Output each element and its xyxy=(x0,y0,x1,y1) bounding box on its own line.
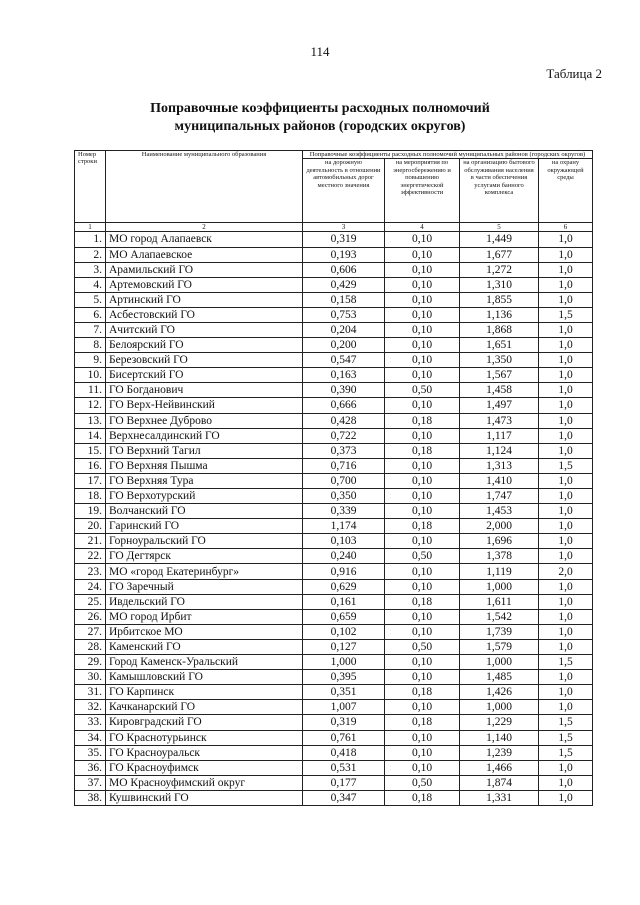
row-number-cell: 29. xyxy=(75,655,106,670)
row-number-cell: 30. xyxy=(75,670,106,685)
row-number-cell: 26. xyxy=(75,609,106,624)
table-row xyxy=(75,715,593,730)
bath-coefficient-cell: 1,119 xyxy=(460,564,539,579)
bath-coefficient-cell: 1,855 xyxy=(460,292,539,307)
road-coefficient-cell: 1,000 xyxy=(303,655,385,670)
energy-coefficient-cell: 0,10 xyxy=(385,292,460,307)
environment-coefficient-cell: 1,0 xyxy=(539,760,593,775)
road-coefficient-cell: 0,319 xyxy=(303,715,385,730)
energy-coefficient-cell: 0,10 xyxy=(385,368,460,383)
environment-coefficient-cell: 1,0 xyxy=(539,790,593,805)
document-title xyxy=(0,100,640,136)
environment-coefficient-cell: 2,0 xyxy=(539,564,593,579)
road-coefficient-cell: 0,395 xyxy=(303,670,385,685)
environment-coefficient-cell: 1,5 xyxy=(539,715,593,730)
bath-coefficient-cell: 1,350 xyxy=(460,353,539,368)
road-coefficient-cell: 0,240 xyxy=(303,549,385,564)
energy-coefficient-cell: 0,18 xyxy=(385,715,460,730)
row-number-cell: 31. xyxy=(75,685,106,700)
municipality-name-cell: Бисертский ГО xyxy=(106,368,303,383)
energy-coefficient-cell: 0,10 xyxy=(385,338,460,353)
energy-coefficient-cell: 0,10 xyxy=(385,730,460,745)
table-row xyxy=(75,549,593,564)
bath-coefficient-cell: 1,651 xyxy=(460,338,539,353)
table-row xyxy=(75,609,593,624)
bath-coefficient-cell: 1,542 xyxy=(460,609,539,624)
road-coefficient-cell: 0,418 xyxy=(303,745,385,760)
table-row xyxy=(75,473,593,488)
bath-coefficient-cell: 1,000 xyxy=(460,655,539,670)
row-number-cell: 12. xyxy=(75,398,106,413)
environment-coefficient-cell: 1,0 xyxy=(539,639,593,654)
title-line-1: Поправочные коэффициенты расходных полномочий xyxy=(150,101,490,116)
bath-coefficient-cell: 1,239 xyxy=(460,745,539,760)
road-coefficient-cell: 0,373 xyxy=(303,443,385,458)
municipality-name-cell: Камышловский ГО xyxy=(106,670,303,685)
energy-coefficient-cell: 0,10 xyxy=(385,262,460,277)
bath-coefficient-cell: 1,000 xyxy=(460,579,539,594)
row-number-cell: 28. xyxy=(75,639,106,654)
column-numbers-row xyxy=(75,223,593,232)
road-coefficient-cell: 0,716 xyxy=(303,458,385,473)
header-energy-saving: на мероприятия по энергосбережению и повышению энергетической эффективности xyxy=(385,159,460,223)
energy-coefficient-cell: 0,10 xyxy=(385,473,460,488)
bath-coefficient-cell: 1,747 xyxy=(460,489,539,504)
row-number-cell: 22. xyxy=(75,549,106,564)
table-row xyxy=(75,413,593,428)
environment-coefficient-cell: 1,5 xyxy=(539,458,593,473)
environment-coefficient-cell: 1,0 xyxy=(539,353,593,368)
energy-coefficient-cell: 0,10 xyxy=(385,398,460,413)
municipality-name-cell: Ирбитское МО xyxy=(106,624,303,639)
road-coefficient-cell: 0,429 xyxy=(303,277,385,292)
road-coefficient-cell: 0,659 xyxy=(303,609,385,624)
table-row xyxy=(75,458,593,473)
header-row-1 xyxy=(75,151,593,159)
energy-coefficient-cell: 0,10 xyxy=(385,307,460,322)
row-number-cell: 5. xyxy=(75,292,106,307)
environment-coefficient-cell: 1,0 xyxy=(539,232,593,247)
row-number-cell: 32. xyxy=(75,700,106,715)
bath-coefficient-cell: 1,453 xyxy=(460,504,539,519)
environment-coefficient-cell: 1,0 xyxy=(539,322,593,337)
table-row xyxy=(75,489,593,504)
bath-coefficient-cell: 1,696 xyxy=(460,534,539,549)
bath-coefficient-cell: 1,117 xyxy=(460,428,539,443)
table-label: Таблица 2 xyxy=(546,66,602,81)
road-coefficient-cell: 0,163 xyxy=(303,368,385,383)
energy-coefficient-cell: 0,10 xyxy=(385,277,460,292)
header-coefficients-group: Поправочные коэффициенты расходных полномочий муниципальных районов (городских округов) xyxy=(303,151,593,159)
energy-coefficient-cell: 0,10 xyxy=(385,534,460,549)
row-number-cell: 8. xyxy=(75,338,106,353)
title-line-2: муниципальных районов (городских округов) xyxy=(174,119,466,134)
environment-coefficient-cell: 1,0 xyxy=(539,489,593,504)
road-coefficient-cell: 1,174 xyxy=(303,519,385,534)
table-row xyxy=(75,383,593,398)
row-number-cell: 11. xyxy=(75,383,106,398)
road-coefficient-cell: 0,339 xyxy=(303,504,385,519)
municipality-name-cell: ГО Богданович xyxy=(106,383,303,398)
road-coefficient-cell: 0,753 xyxy=(303,307,385,322)
column-number: 3 xyxy=(303,223,385,232)
row-number-cell: 17. xyxy=(75,473,106,488)
table-row xyxy=(75,398,593,413)
road-coefficient-cell: 0,531 xyxy=(303,760,385,775)
bath-coefficient-cell: 1,331 xyxy=(460,790,539,805)
row-number-cell: 15. xyxy=(75,443,106,458)
row-number-cell: 20. xyxy=(75,519,106,534)
row-number-cell: 9. xyxy=(75,353,106,368)
energy-coefficient-cell: 0,18 xyxy=(385,594,460,609)
bath-coefficient-cell: 1,868 xyxy=(460,322,539,337)
energy-coefficient-cell: 0,50 xyxy=(385,775,460,790)
column-number: 2 xyxy=(106,223,303,232)
road-coefficient-cell: 0,606 xyxy=(303,262,385,277)
municipality-name-cell: Артинский ГО xyxy=(106,292,303,307)
energy-coefficient-cell: 0,10 xyxy=(385,247,460,262)
environment-coefficient-cell: 1,0 xyxy=(539,443,593,458)
energy-coefficient-cell: 0,10 xyxy=(385,458,460,473)
energy-coefficient-cell: 0,18 xyxy=(385,443,460,458)
row-number-cell: 13. xyxy=(75,413,106,428)
table-row xyxy=(75,322,593,337)
row-number-cell: 21. xyxy=(75,534,106,549)
road-coefficient-cell: 0,761 xyxy=(303,730,385,745)
bath-coefficient-cell: 1,567 xyxy=(460,368,539,383)
environment-coefficient-cell: 1,0 xyxy=(539,519,593,534)
environment-coefficient-cell: 1,0 xyxy=(539,685,593,700)
municipality-name-cell: Кушвинский ГО xyxy=(106,790,303,805)
environment-coefficient-cell: 1,0 xyxy=(539,624,593,639)
row-number-cell: 19. xyxy=(75,504,106,519)
energy-coefficient-cell: 0,50 xyxy=(385,383,460,398)
road-coefficient-cell: 0,158 xyxy=(303,292,385,307)
bath-coefficient-cell: 1,124 xyxy=(460,443,539,458)
row-number-cell: 3. xyxy=(75,262,106,277)
bath-coefficient-cell: 1,874 xyxy=(460,775,539,790)
municipality-name-cell: Каменский ГО xyxy=(106,639,303,654)
bath-coefficient-cell: 1,466 xyxy=(460,760,539,775)
column-number: 1 xyxy=(75,223,106,232)
municipality-name-cell: МО Алапаевское xyxy=(106,247,303,262)
road-coefficient-cell: 0,200 xyxy=(303,338,385,353)
energy-coefficient-cell: 0,10 xyxy=(385,760,460,775)
bath-coefficient-cell: 1,579 xyxy=(460,639,539,654)
municipality-name-cell: ГО Заречный xyxy=(106,579,303,594)
municipality-name-cell: Верхнесалдинский ГО xyxy=(106,428,303,443)
bath-coefficient-cell: 1,458 xyxy=(460,383,539,398)
municipality-name-cell: Белоярский ГО xyxy=(106,338,303,353)
row-number-cell: 35. xyxy=(75,745,106,760)
municipality-name-cell: Асбестовский ГО xyxy=(106,307,303,322)
municipality-name-cell: ГО Верхний Тагил xyxy=(106,443,303,458)
row-number-cell: 4. xyxy=(75,277,106,292)
table-row xyxy=(75,655,593,670)
energy-coefficient-cell: 0,10 xyxy=(385,428,460,443)
municipality-name-cell: ГО Верхняя Пышма xyxy=(106,458,303,473)
header-bath-services: на организацию бытового обслуживания населения в части обеспечения услугами банного комплекса xyxy=(460,159,539,223)
table-row xyxy=(75,534,593,549)
municipality-name-cell: Кировградский ГО xyxy=(106,715,303,730)
municipality-name-cell: Ачитский ГО xyxy=(106,322,303,337)
energy-coefficient-cell: 0,10 xyxy=(385,624,460,639)
table-row xyxy=(75,624,593,639)
bath-coefficient-cell: 1,497 xyxy=(460,398,539,413)
environment-coefficient-cell: 1,0 xyxy=(539,700,593,715)
column-number: 5 xyxy=(460,223,539,232)
row-number-cell: 6. xyxy=(75,307,106,322)
environment-coefficient-cell: 1,0 xyxy=(539,413,593,428)
environment-coefficient-cell: 1,0 xyxy=(539,338,593,353)
page-number: 114 xyxy=(310,44,330,59)
row-number-cell: 27. xyxy=(75,624,106,639)
energy-coefficient-cell: 0,10 xyxy=(385,579,460,594)
table-row xyxy=(75,760,593,775)
road-coefficient-cell: 0,428 xyxy=(303,413,385,428)
table-row xyxy=(75,247,593,262)
environment-coefficient-cell: 1,0 xyxy=(539,504,593,519)
municipality-name-cell: ГО Дегтярск xyxy=(106,549,303,564)
road-coefficient-cell: 0,666 xyxy=(303,398,385,413)
environment-coefficient-cell: 1,0 xyxy=(539,428,593,443)
environment-coefficient-cell: 1,5 xyxy=(539,730,593,745)
municipality-name-cell: МО город Алапаевск xyxy=(106,232,303,247)
road-coefficient-cell: 0,127 xyxy=(303,639,385,654)
environment-coefficient-cell: 1,0 xyxy=(539,368,593,383)
municipality-name-cell: Горноуральский ГО xyxy=(106,534,303,549)
row-number-cell: 25. xyxy=(75,594,106,609)
municipality-name-cell: Качканарский ГО xyxy=(106,700,303,715)
municipality-name-cell: Арамильский ГО xyxy=(106,262,303,277)
environment-coefficient-cell: 1,0 xyxy=(539,670,593,685)
table-row xyxy=(75,639,593,654)
table-row xyxy=(75,232,593,247)
row-number-cell: 23. xyxy=(75,564,106,579)
road-coefficient-cell: 0,103 xyxy=(303,534,385,549)
column-number: 6 xyxy=(539,223,593,232)
row-number-cell: 16. xyxy=(75,458,106,473)
environment-coefficient-cell: 1,0 xyxy=(539,262,593,277)
table-row xyxy=(75,443,593,458)
environment-coefficient-cell: 1,0 xyxy=(539,579,593,594)
bath-coefficient-cell: 1,410 xyxy=(460,473,539,488)
bath-coefficient-cell: 1,272 xyxy=(460,262,539,277)
energy-coefficient-cell: 0,10 xyxy=(385,322,460,337)
energy-coefficient-cell: 0,10 xyxy=(385,232,460,247)
table-row xyxy=(75,579,593,594)
road-coefficient-cell: 0,193 xyxy=(303,247,385,262)
table-row xyxy=(75,504,593,519)
energy-coefficient-cell: 0,18 xyxy=(385,685,460,700)
road-coefficient-cell: 0,547 xyxy=(303,353,385,368)
row-number-cell: 34. xyxy=(75,730,106,745)
row-number-cell: 14. xyxy=(75,428,106,443)
bath-coefficient-cell: 1,140 xyxy=(460,730,539,745)
row-number-cell: 7. xyxy=(75,322,106,337)
table-row xyxy=(75,307,593,322)
bath-coefficient-cell: 1,611 xyxy=(460,594,539,609)
energy-coefficient-cell: 0,10 xyxy=(385,609,460,624)
environment-coefficient-cell: 1,0 xyxy=(539,277,593,292)
energy-coefficient-cell: 0,10 xyxy=(385,504,460,519)
environment-coefficient-cell: 1,5 xyxy=(539,655,593,670)
table-row xyxy=(75,368,593,383)
header-road-activity: на дорожную деятельность в отношении автомобильных дорог местного значения xyxy=(303,159,385,223)
bath-coefficient-cell: 1,229 xyxy=(460,715,539,730)
road-coefficient-cell: 0,700 xyxy=(303,473,385,488)
table-row xyxy=(75,338,593,353)
energy-coefficient-cell: 0,10 xyxy=(385,489,460,504)
bath-coefficient-cell: 1,378 xyxy=(460,549,539,564)
bath-coefficient-cell: 1,677 xyxy=(460,247,539,262)
row-number-cell: 1. xyxy=(75,232,106,247)
municipality-name-cell: Ивдельский ГО xyxy=(106,594,303,609)
municipality-name-cell: ГО Красноуральск xyxy=(106,745,303,760)
bath-coefficient-cell: 2,000 xyxy=(460,519,539,534)
environment-coefficient-cell: 1,0 xyxy=(539,549,593,564)
road-coefficient-cell: 0,102 xyxy=(303,624,385,639)
municipality-name-cell: ГО Верхняя Тура xyxy=(106,473,303,488)
road-coefficient-cell: 0,177 xyxy=(303,775,385,790)
row-number-cell: 2. xyxy=(75,247,106,262)
environment-coefficient-cell: 1,5 xyxy=(539,307,593,322)
table-row xyxy=(75,775,593,790)
municipality-name-cell: Волчанский ГО xyxy=(106,504,303,519)
energy-coefficient-cell: 0,10 xyxy=(385,745,460,760)
bath-coefficient-cell: 1,485 xyxy=(460,670,539,685)
energy-coefficient-cell: 0,18 xyxy=(385,519,460,534)
energy-coefficient-cell: 0,10 xyxy=(385,655,460,670)
environment-coefficient-cell: 1,5 xyxy=(539,745,593,760)
environment-coefficient-cell: 1,0 xyxy=(539,594,593,609)
environment-coefficient-cell: 1,0 xyxy=(539,609,593,624)
environment-coefficient-cell: 1,0 xyxy=(539,383,593,398)
table-row xyxy=(75,277,593,292)
bath-coefficient-cell: 1,313 xyxy=(460,458,539,473)
road-coefficient-cell: 0,204 xyxy=(303,322,385,337)
municipality-name-cell: ГО Краснотурьинск xyxy=(106,730,303,745)
environment-coefficient-cell: 1,0 xyxy=(539,292,593,307)
municipality-name-cell: ГО Красноуфимск xyxy=(106,760,303,775)
header-row-number: Номер строки xyxy=(75,151,106,223)
bath-coefficient-cell: 1,000 xyxy=(460,700,539,715)
bath-coefficient-cell: 1,739 xyxy=(460,624,539,639)
header-municipality-name: Наименование муниципального образования xyxy=(106,151,303,223)
environment-coefficient-cell: 1,0 xyxy=(539,247,593,262)
municipality-name-cell: ГО Карпинск xyxy=(106,685,303,700)
row-number-cell: 36. xyxy=(75,760,106,775)
bath-coefficient-cell: 1,426 xyxy=(460,685,539,700)
municipality-name-cell: МО «город Екатеринбург» xyxy=(106,564,303,579)
road-coefficient-cell: 0,161 xyxy=(303,594,385,609)
energy-coefficient-cell: 0,50 xyxy=(385,639,460,654)
municipality-name-cell: МО город Ирбит xyxy=(106,609,303,624)
environment-coefficient-cell: 1,0 xyxy=(539,534,593,549)
table-row xyxy=(75,685,593,700)
road-coefficient-cell: 0,347 xyxy=(303,790,385,805)
table-row xyxy=(75,519,593,534)
bath-coefficient-cell: 1,449 xyxy=(460,232,539,247)
energy-coefficient-cell: 0,10 xyxy=(385,564,460,579)
row-number-cell: 33. xyxy=(75,715,106,730)
column-number: 4 xyxy=(385,223,460,232)
row-number-cell: 18. xyxy=(75,489,106,504)
table-row xyxy=(75,670,593,685)
table-row xyxy=(75,292,593,307)
environment-coefficient-cell: 1,0 xyxy=(539,473,593,488)
municipality-name-cell: Город Каменск-Уральский xyxy=(106,655,303,670)
table-row xyxy=(75,262,593,277)
row-number-cell: 37. xyxy=(75,775,106,790)
municipality-name-cell: ГО Верхнее Дуброво xyxy=(106,413,303,428)
table-row xyxy=(75,594,593,609)
municipality-name-cell: Гаринский ГО xyxy=(106,519,303,534)
environment-coefficient-cell: 1,0 xyxy=(539,775,593,790)
environment-coefficient-cell: 1,0 xyxy=(539,398,593,413)
energy-coefficient-cell: 0,18 xyxy=(385,790,460,805)
municipality-name-cell: ГО Верхотурский xyxy=(106,489,303,504)
energy-coefficient-cell: 0,18 xyxy=(385,413,460,428)
bath-coefficient-cell: 1,473 xyxy=(460,413,539,428)
energy-coefficient-cell: 0,10 xyxy=(385,353,460,368)
energy-coefficient-cell: 0,10 xyxy=(385,700,460,715)
municipality-name-cell: ГО Верх-Нейвинский xyxy=(106,398,303,413)
header-environment: на охрану окружающей среды xyxy=(539,159,593,223)
road-coefficient-cell: 0,722 xyxy=(303,428,385,443)
municipality-name-cell: Березовский ГО xyxy=(106,353,303,368)
coefficients-table xyxy=(74,150,593,806)
energy-coefficient-cell: 0,10 xyxy=(385,670,460,685)
row-number-cell: 24. xyxy=(75,579,106,594)
row-number-cell: 10. xyxy=(75,368,106,383)
table-row xyxy=(75,700,593,715)
road-coefficient-cell: 0,351 xyxy=(303,685,385,700)
road-coefficient-cell: 0,629 xyxy=(303,579,385,594)
table-row xyxy=(75,353,593,368)
road-coefficient-cell: 0,916 xyxy=(303,564,385,579)
road-coefficient-cell: 0,319 xyxy=(303,232,385,247)
table-row xyxy=(75,428,593,443)
municipality-name-cell: Артемовский ГО xyxy=(106,277,303,292)
municipality-name-cell: МО Красноуфимский округ xyxy=(106,775,303,790)
table-row xyxy=(75,745,593,760)
row-number-cell: 38. xyxy=(75,790,106,805)
road-coefficient-cell: 0,390 xyxy=(303,383,385,398)
table-body xyxy=(75,232,593,806)
table-row xyxy=(75,730,593,745)
table-row xyxy=(75,790,593,805)
table-row xyxy=(75,564,593,579)
bath-coefficient-cell: 1,310 xyxy=(460,277,539,292)
road-coefficient-cell: 1,007 xyxy=(303,700,385,715)
bath-coefficient-cell: 1,136 xyxy=(460,307,539,322)
energy-coefficient-cell: 0,50 xyxy=(385,549,460,564)
road-coefficient-cell: 0,350 xyxy=(303,489,385,504)
